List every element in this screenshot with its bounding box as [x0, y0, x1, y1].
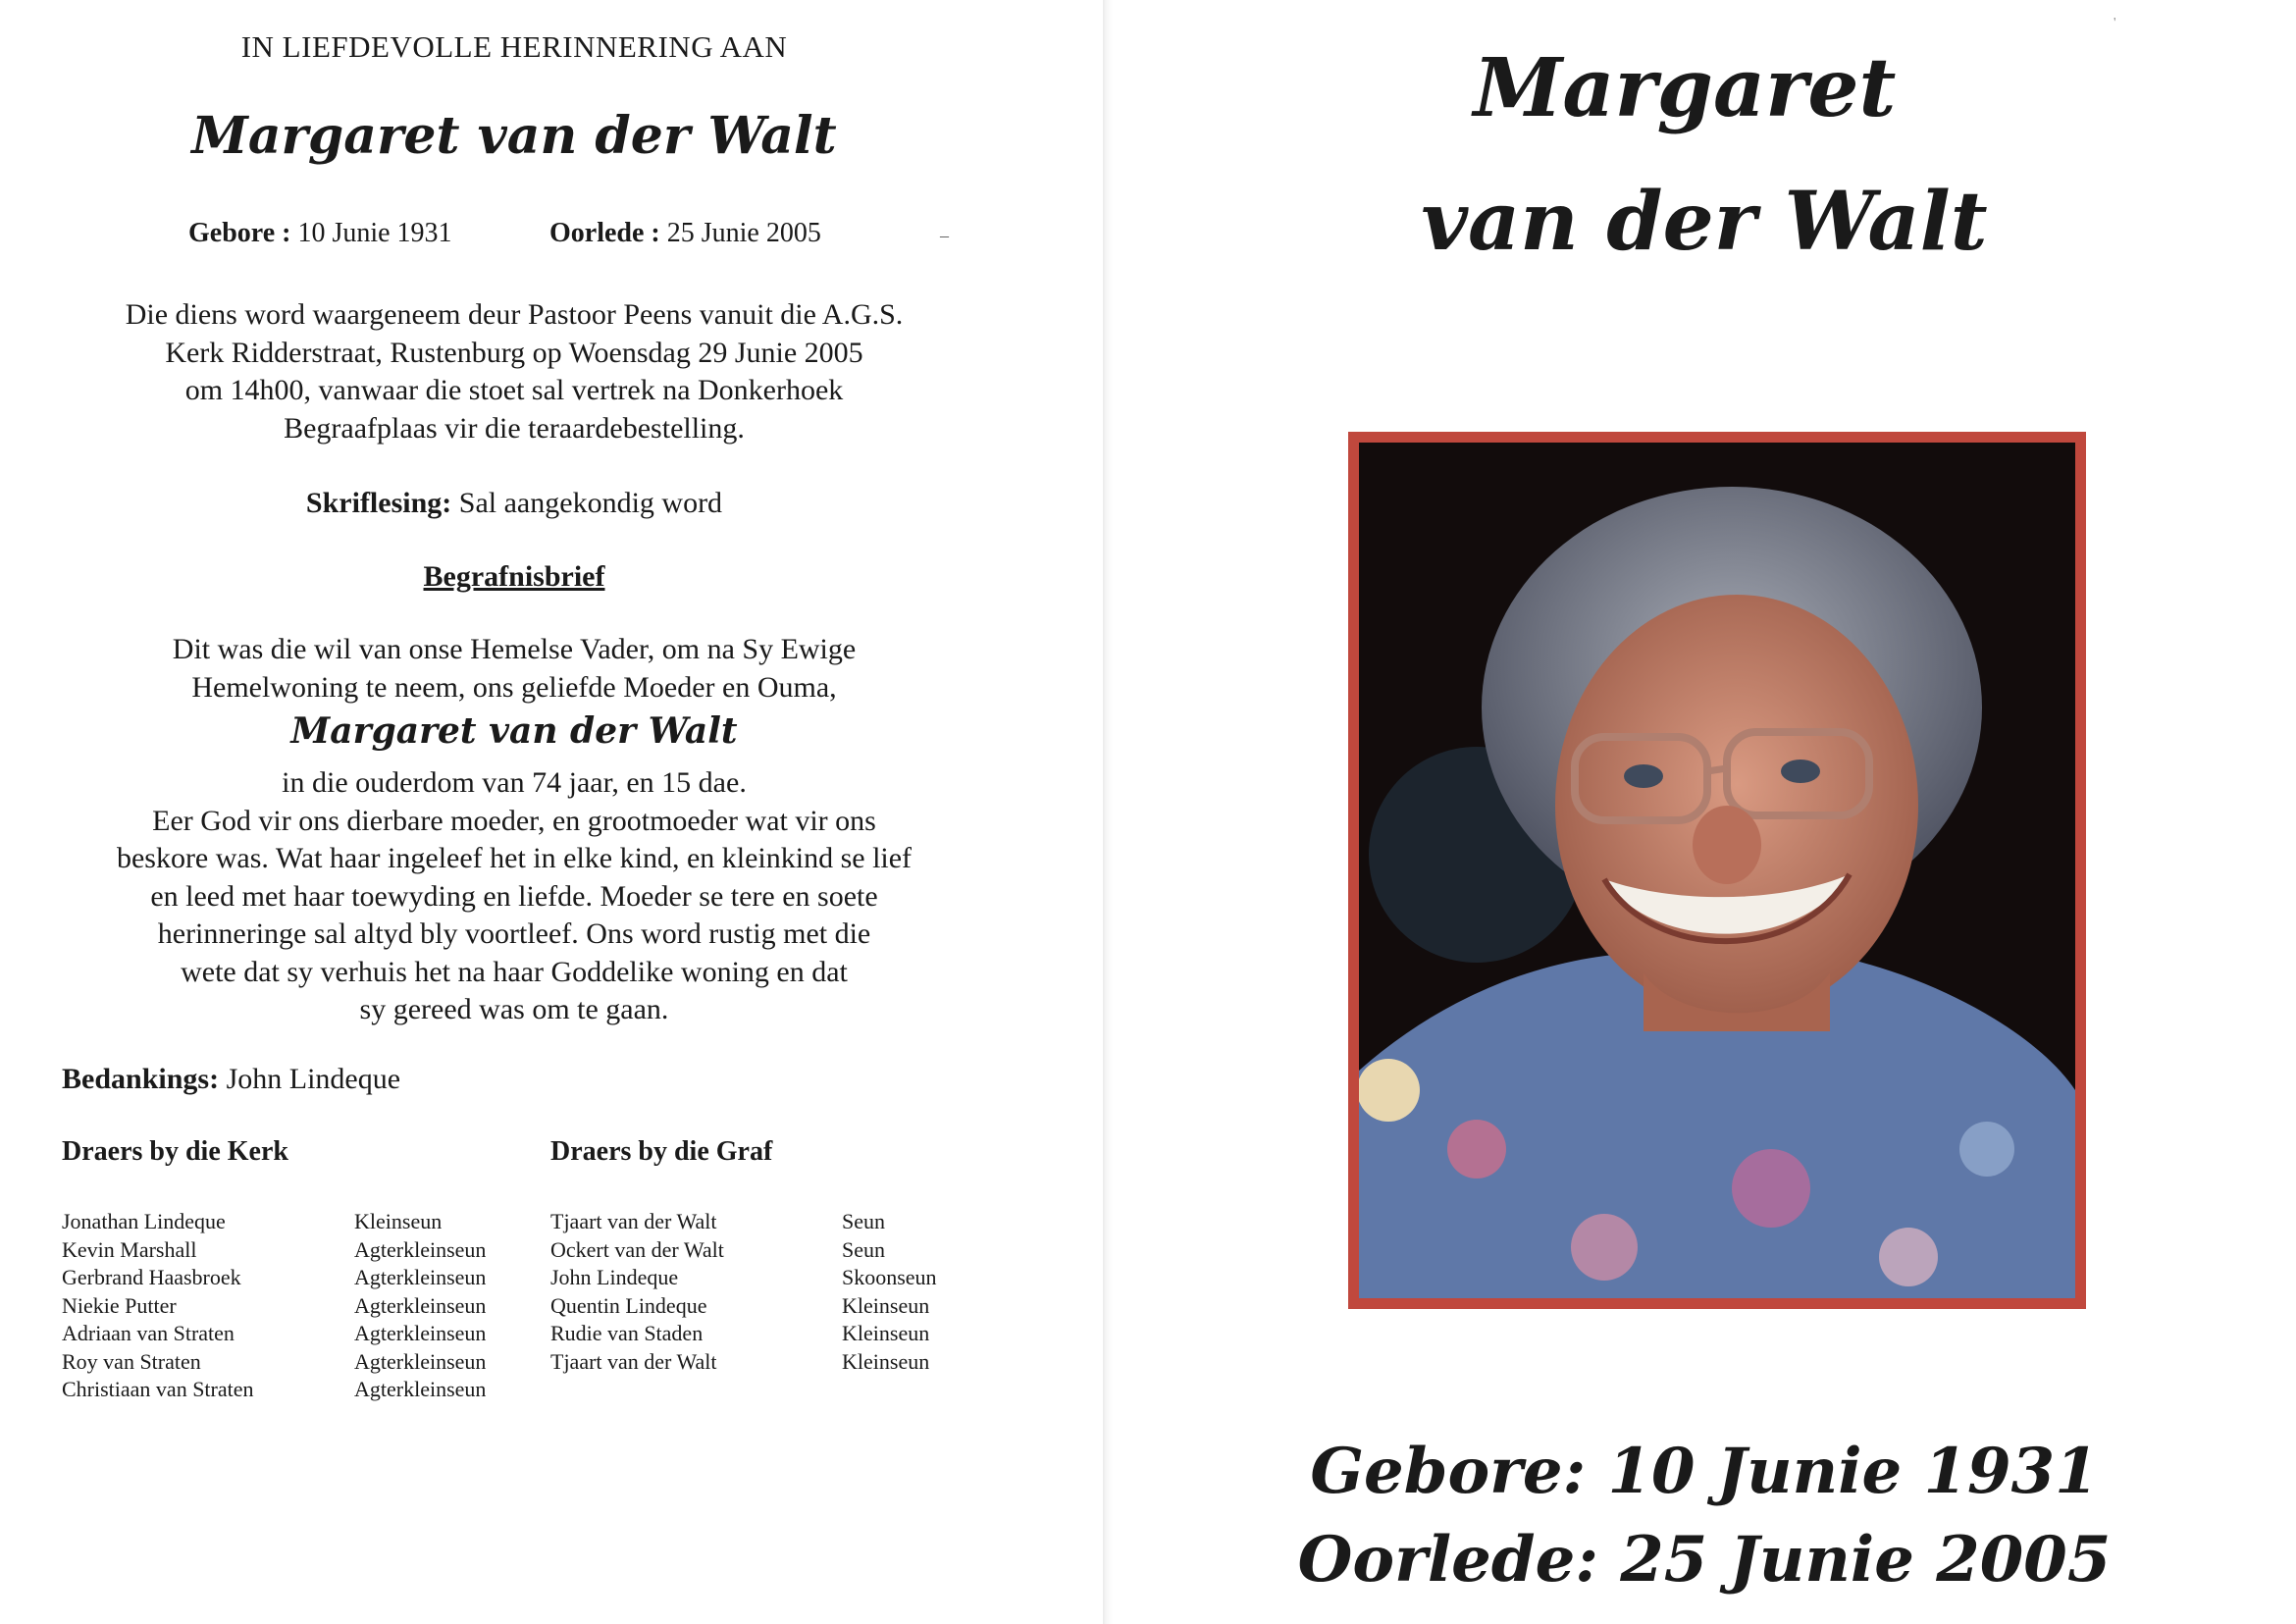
- stray-mark: –: [940, 226, 949, 245]
- list-item: Agterkleinseun: [354, 1265, 487, 1289]
- portrait-illustration: [1359, 443, 2075, 1298]
- list-item: Kleinseun: [842, 1348, 930, 1374]
- list-item: Agterkleinseun: [354, 1292, 487, 1318]
- letter-line: Dit was die wil van onse Hemelse Vader, om na Sy Ewige: [172, 633, 857, 665]
- list-item: Kleinseun: [842, 1321, 930, 1345]
- list-item: Jonathan Lindeque: [62, 1209, 226, 1233]
- letter-name: Margaret van der Walt: [290, 710, 738, 752]
- thanks-label: Bedankings:: [62, 1063, 220, 1095]
- cover-name-line1: Margaret: [1473, 41, 1897, 135]
- service-line: Kerk Ridderstraat, Rustenburg op Woensdag 29 Junie 2005: [165, 336, 863, 369]
- grave-bearers-heading: Draers by die Graf: [550, 1136, 773, 1167]
- list-item: Gerbrand Haasbroek: [62, 1265, 241, 1289]
- died-value: 25 Junie 2005: [666, 218, 821, 248]
- scripture-label: Skriflesing:: [305, 487, 452, 519]
- letter-line: beskore was. Wat haar ingeleef het in elke kind, en kleinkind se lief: [116, 842, 913, 874]
- list-item: Christiaan van Straten: [62, 1377, 254, 1401]
- memorial-heading: IN LIEFDEVOLLE HERINNERING AAN: [240, 29, 788, 64]
- scripture-value: Sal aangekondig word: [458, 487, 723, 519]
- cover-born-date: Gebore: 10 Junie 1931: [1310, 1435, 2099, 1508]
- born-value: 10 Junie 1931: [297, 218, 452, 248]
- cover-name-line2: van der Walt: [1421, 175, 1988, 269]
- list-item: John Lindeque: [550, 1265, 679, 1289]
- list-item: Kevin Marshall: [62, 1236, 197, 1262]
- list-item: Agterkleinseun: [354, 1348, 487, 1374]
- letter-line: Eer God vir ons dierbare moeder, en grootmoeder wat vir ons: [152, 804, 876, 837]
- born-date: [188, 218, 452, 249]
- grave-bearer-names: [550, 1208, 724, 1376]
- born-label: Gebore :: [188, 218, 291, 248]
- died-date: [549, 218, 821, 249]
- cover-died-date: Oorlede: 25 Junie 2005: [1297, 1523, 2112, 1597]
- church-bearer-names: [62, 1208, 254, 1404]
- letter-line: sy gereed was om te gaan.: [359, 993, 669, 1025]
- thanks-line: [62, 1063, 400, 1096]
- portrait-photo: [1359, 443, 2075, 1298]
- list-item: Niekie Putter: [62, 1292, 177, 1318]
- list-item: Tjaart van der Walt: [550, 1348, 717, 1374]
- church-bearer-relations: [354, 1208, 486, 1404]
- list-item: Tjaart van der Walt: [550, 1209, 717, 1233]
- list-item: Agterkleinseun: [354, 1236, 487, 1262]
- portrait-frame: [1348, 432, 2086, 1309]
- church-bearers-heading: Draers by die Kerk: [62, 1136, 288, 1167]
- died-label: Oorlede :: [549, 218, 660, 248]
- list-item: Seun: [842, 1236, 885, 1262]
- service-line: Die diens word waargeneem deur Pastoor Peens vanuit die A.G.S.: [125, 298, 904, 331]
- letter-line: herinneringe sal altyd bly voortleef. Ons word rustig met die: [157, 917, 871, 950]
- scripture-reading: [0, 485, 1028, 523]
- service-line: om 14h00, vanwaar die stoet sal vertrek na Donkerhoek: [184, 374, 844, 406]
- service-details: [0, 296, 1028, 447]
- list-item: Skoonseun: [842, 1265, 937, 1289]
- list-item: Ockert van der Walt: [550, 1236, 724, 1262]
- list-item: Kleinseun: [354, 1209, 443, 1233]
- letter-line: en leed met haar toewyding en liefde. Moeder se tere en soete: [150, 879, 878, 913]
- letter-line: wete dat sy verhuis het na haar Goddelike woning en dat: [181, 955, 848, 988]
- list-item: Rudie van Staden: [550, 1321, 704, 1345]
- corner-mark: ': [2113, 16, 2116, 30]
- deceased-name: Margaret van der Walt: [191, 106, 837, 166]
- letter-heading: [0, 558, 1028, 597]
- grave-bearer-relations: [842, 1208, 937, 1376]
- list-item: Roy van Straten: [62, 1348, 201, 1374]
- list-item: Agterkleinseun: [354, 1377, 487, 1401]
- right-page: [1113, 0, 2296, 1624]
- page-fold: [1103, 0, 1113, 1624]
- left-page: [0, 0, 1103, 1624]
- list-item: Quentin Lindeque: [550, 1292, 707, 1318]
- letter-intro: [0, 631, 1028, 707]
- list-item: Adriaan van Straten: [62, 1321, 235, 1345]
- list-item: Kleinseun: [842, 1292, 930, 1318]
- letter-body: [0, 764, 1028, 1029]
- letter-line: Hemelwoning te neem, ons geliefde Moeder en Ouma,: [191, 670, 837, 704]
- thanks-value: John Lindeque: [226, 1063, 401, 1095]
- list-item: Seun: [842, 1209, 885, 1233]
- letter-heading-text: Begrafnisbrief: [423, 560, 605, 593]
- service-line: Begraafplaas vir die teraardebestelling.: [284, 411, 745, 445]
- list-item: Agterkleinseun: [354, 1321, 487, 1345]
- letter-line: in die ouderdom van 74 jaar, en 15 dae.: [282, 766, 747, 799]
